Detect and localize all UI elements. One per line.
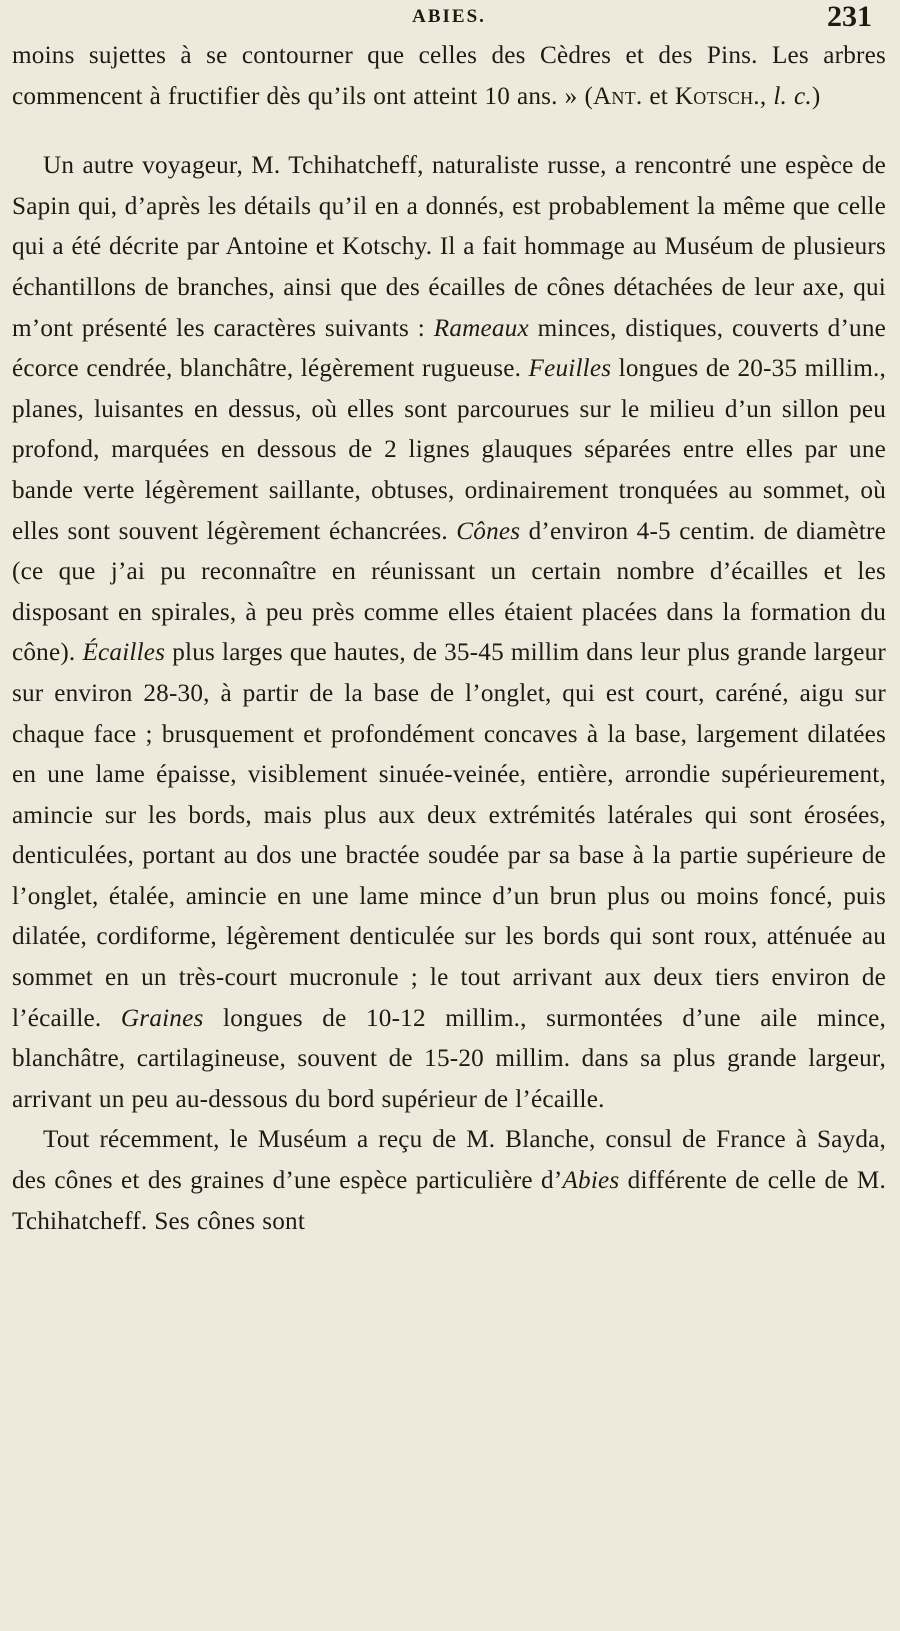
text-run: Graines (120, 1004, 204, 1032)
text-run: Un autre voyageur, M. Tchihatcheff, naturaliste russe, a rencontré une espèce de Sapin qui, d’après les détails qu’il en a donnés, est probablement la même que celle qui a été décrite par Antoine et Kotschy. Il a fait hommage au Muséum de plusieurs échantillons de branches, ainsi que des écailles de cônes détachées de leur axe, qui m’ont présenté les caractères suivants : (12, 152, 886, 342)
paragraph-blanche (12, 1120, 886, 1242)
text-run: Tout récemment, le Muséum a reçu de M. Blanche, consul de France à Sayda, des cônes et des graines d’une espèce particulière d’ (12, 1126, 886, 1195)
text-run: d’environ 4-5 centim. de diamètre (ce que j’ai pu reconnaître en réunissant un certain nombre d’écailles et les disposant en spirales, à peu près comme elles étaient placées dans la formation du cône). (12, 517, 887, 667)
text-run: Feuilles (528, 355, 612, 383)
paragraph-gap (12, 117, 886, 146)
text-run: différente de celle de M. Tchihatcheff. Ses cônes sont (12, 1167, 887, 1235)
paragraph-tchihatcheff (12, 146, 886, 1120)
paragraph-continuation (12, 36, 886, 117)
text-run: minces, distiques, couverts d’une écorce cendrée, blanchâtre, légèrement rugueuse. (12, 314, 887, 383)
running-head: ABIES. (412, 6, 486, 27)
text-run: l. c. (773, 82, 812, 110)
text-run: Abies (562, 1167, 620, 1195)
text-run: plus larges que hautes, de 35-45 millim dans leur plus grande largeur sur environ 28-30, à partir de la base de l’onglet, qui est court, caréné, aigu sur chaque face ; brusquement et profondément concaves à la base, largement dilatées en une lame épaisse, visiblement sinuée-veinée, entière, arrondie supérieurement, amincie sur les bords, mais plus aux deux extrémités latérales qui sont érosées, denticulées, portant au dos une bractée soudée par sa base à la partie supérieure de l’onglet, étalée, amincie en une lame mince d’un brun plus ou moins foncé, puis dilatée, cordiforme, légèrement denticulée sur les bords qui sont roux, atténuée au sommet en un très-court mucronule ; le tout arrivant aux deux tiers environ de l’écaille. (12, 639, 886, 1032)
page-number: 231 (827, 0, 872, 33)
body-text (12, 36, 886, 1242)
text-run: longues de 20-35 millim., planes, luisantes en dessus, où elles sont parcourues sur le milieu d’un sillon peu profond, marquées en dessous de 2 lignes glauques séparées entre elles par une bande verte légèrement saillante, obtuses, ordinairement tronquées au sommet, où elles sont souvent légèrement échancrées. (12, 355, 886, 545)
text-run: Rameaux (433, 314, 529, 342)
text-run: Écailles (82, 639, 166, 667)
text-run: ) (811, 82, 821, 110)
text-run: , (759, 82, 774, 110)
text-run: Ant. (593, 82, 643, 110)
page-header (12, 0, 886, 36)
text-run: et (642, 82, 675, 110)
text-run: moins sujettes à se contourner que celles des Cèdres et des Pins. Les arbres commencent à fructifier dès qu’ils ont atteint 10 ans. » ( (12, 42, 886, 110)
text-run: Kotsch. (674, 82, 760, 110)
text-run: Cônes (456, 517, 521, 545)
text-run: longues de 10-12 millim., surmontées d’une aile mince, blanchâtre, cartilagineuse, souvent de 15-20 millim. dans sa plus grande largeur, arrivant un peu au-dessous du bord supérieur de l’écaille. (12, 1004, 887, 1113)
